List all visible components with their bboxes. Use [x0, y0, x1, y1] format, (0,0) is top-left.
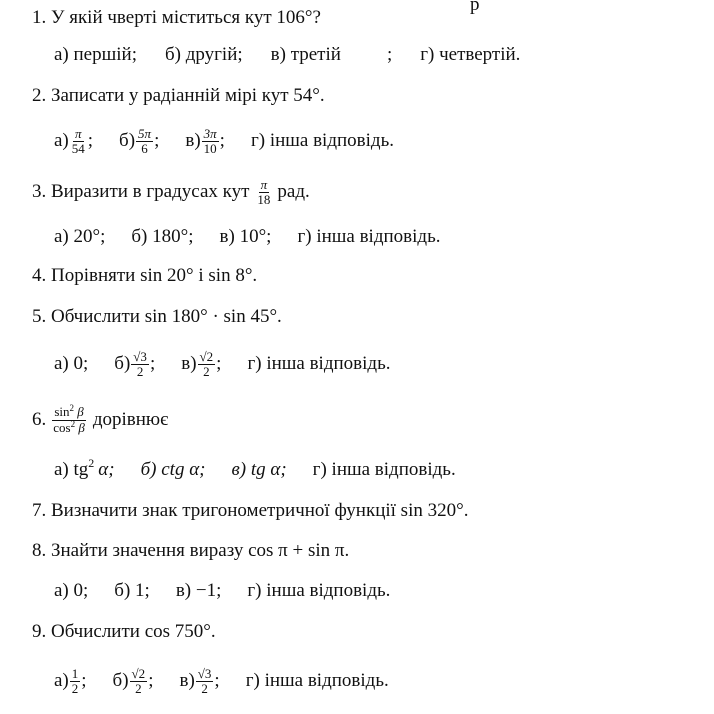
- q7-title: [32, 499, 468, 523]
- q5-option-b-sep: ;: [149, 353, 156, 374]
- q6-numerator-var: β: [77, 403, 84, 419]
- q9-option-a-fraction: [70, 667, 81, 696]
- q5-option-b-label: б): [114, 353, 131, 374]
- q3-option-c: в) 10°;: [219, 226, 272, 247]
- q1-option-d: г) четвертій.: [420, 44, 521, 65]
- q9-options: [54, 661, 389, 701]
- q1-options: [54, 43, 520, 67]
- q6-denominator-var: β: [78, 419, 85, 435]
- q5-title-text: 5. Обчислити sin 180° · sin 45°.: [32, 306, 282, 327]
- q5-title: [32, 305, 282, 329]
- q3-title: [32, 174, 310, 210]
- q5-option-b-denominator: 2: [136, 363, 144, 379]
- q9-option-c-sep: ;: [214, 670, 220, 691]
- q5-option-c-label: в): [181, 353, 197, 374]
- q1-option-b: б) другій;: [164, 44, 243, 65]
- q3-option-a: а) 20°;: [54, 226, 106, 247]
- q6-option-a-pow: 2: [88, 456, 95, 470]
- q8-title-text: 8. Знайти значення виразу cos π + sin π.: [32, 540, 350, 561]
- q5-option-b-fraction: [131, 350, 149, 379]
- q9-option-a-numerator: 1: [71, 665, 79, 681]
- q9-option-c-denominator: 2: [201, 680, 208, 696]
- q6-suffix: дорівнює: [92, 409, 169, 430]
- q6-denominator: [51, 418, 87, 436]
- q2-option-d: г) інша відповідь.: [250, 130, 395, 151]
- q2-title: [32, 84, 325, 108]
- q9-option-a-denominator: 2: [71, 680, 79, 696]
- q5-option-c-fraction: [198, 350, 216, 379]
- q2-option-a-denominator: 54: [71, 140, 85, 156]
- q8-option-b: б) 1;: [114, 580, 150, 601]
- q2-option-c-label: в): [185, 130, 201, 151]
- q3-options: [54, 225, 441, 249]
- q2-options: [54, 124, 394, 158]
- q3-option-d: г) інша відповідь.: [297, 226, 441, 247]
- q2-option-b-numerator: 5π: [138, 125, 152, 141]
- q5-option-b-numerator: √3: [133, 348, 147, 364]
- q6-option-c: в) tg α;: [231, 459, 287, 480]
- q8-options: [54, 579, 390, 603]
- q2-option-a-numerator: π: [75, 125, 82, 141]
- q5-option-c-denominator: 2: [203, 363, 210, 379]
- q1-title: [32, 6, 321, 30]
- q3-option-b: б) 180°;: [131, 226, 194, 247]
- q4-title: [32, 264, 257, 288]
- q7-title-text: 7. Визначити знак тригонометричної функції sin 320°.: [32, 500, 469, 521]
- q1-option-c-semicolon: ;: [386, 44, 393, 65]
- q5-options: [54, 345, 391, 383]
- q5-option-d: г) інша відповідь.: [247, 353, 391, 374]
- q2-option-c-fraction: [202, 127, 219, 156]
- q9-option-b-label: б): [112, 670, 129, 691]
- q8-option-a: а) 0;: [54, 580, 89, 601]
- q8-title: [32, 539, 349, 563]
- q2-option-c-sep: ;: [219, 130, 225, 151]
- q2-option-c-denominator: 10: [203, 140, 217, 156]
- q8-option-d: г) інша відповідь.: [247, 580, 391, 601]
- q9-option-c-fraction: [196, 667, 214, 696]
- q9-option-b-fraction: [130, 667, 148, 696]
- q6-denominator-fn: cos: [53, 419, 71, 435]
- q4-title-text: 4. Порівняти sin 20° і sin 8°.: [32, 265, 258, 286]
- q5-option-a: а) 0;: [54, 353, 89, 374]
- q3-title-numerator: π: [260, 176, 268, 192]
- q2-option-a-sep: ;: [87, 130, 94, 151]
- q6-numerator-pow: 2: [69, 402, 74, 413]
- q2-option-c-numerator: 3π: [203, 125, 217, 141]
- q9-option-b-denominator: 2: [135, 680, 142, 696]
- q6-option-b: б) ctg α;: [140, 459, 206, 480]
- q2-title-text: 2. Записати у радіанній мірі кут 54°.: [32, 85, 325, 106]
- q9-option-b-numerator: √2: [131, 665, 146, 681]
- q9-option-b-sep: ;: [148, 670, 154, 691]
- q5-option-c-numerator: √2: [199, 348, 214, 364]
- q1-option-a: а) першій;: [54, 44, 137, 65]
- q1-title-text: 1. У якій чверті міститься кут 106°?: [32, 7, 321, 28]
- q9-title: [32, 620, 216, 644]
- q6-numerator-fn: sin: [54, 403, 70, 419]
- q3-title-fraction: [255, 178, 272, 207]
- q2-option-a-fraction: [70, 127, 87, 156]
- q6-numerator: [52, 402, 85, 421]
- q2-option-b-label: б): [119, 130, 136, 151]
- q6-option-a-label: а) tg: [54, 459, 89, 480]
- q5-option-c-sep: ;: [216, 353, 222, 374]
- q3-title-denominator: 18: [257, 191, 271, 207]
- q9-option-c-label: в): [179, 670, 195, 691]
- q6-option-d: г) інша відповідь.: [312, 459, 456, 480]
- q2-option-b-sep: ;: [154, 130, 160, 151]
- q3-title-prefix: 3. Виразити в градусах кут: [32, 181, 250, 202]
- q9-option-a-sep: ;: [81, 670, 87, 691]
- q6-option-a-var: α;: [98, 459, 115, 480]
- header-fragment: р: [470, 0, 480, 15]
- q6-denominator-pow: 2: [70, 418, 76, 429]
- q9-option-a-label: а): [54, 670, 69, 691]
- q6-title: [32, 400, 168, 440]
- q9-title-text: 9. Обчислити cos 750°.: [32, 621, 216, 642]
- q2-option-b-fraction: [136, 127, 153, 156]
- q1-option-c: в) третій: [270, 44, 341, 65]
- q3-title-suffix: рад.: [277, 181, 310, 202]
- q2-option-b-denominator: 6: [141, 140, 148, 156]
- q9-option-c-numerator: √3: [197, 665, 212, 681]
- q2-option-a-label: а): [54, 130, 69, 151]
- q6-prefix: 6.: [32, 409, 47, 430]
- q8-option-c: в) −1;: [175, 580, 222, 601]
- q9-option-d: г) інша відповідь.: [245, 670, 389, 691]
- q6-options: [54, 458, 456, 482]
- q6-fraction: [51, 402, 87, 436]
